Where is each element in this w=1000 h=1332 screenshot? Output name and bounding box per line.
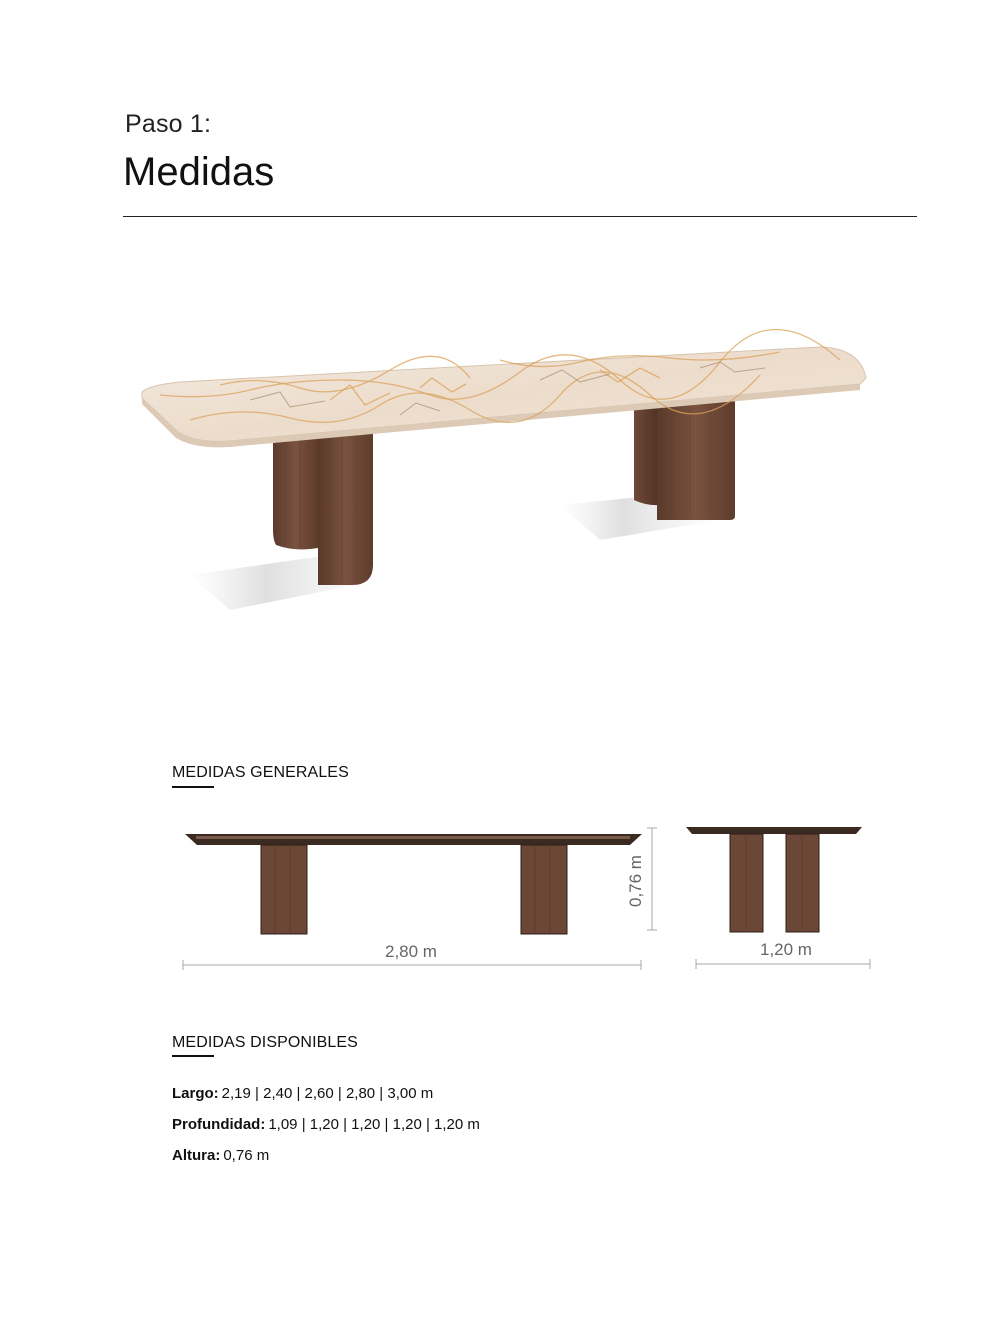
height-dimension-label: 0,76 m <box>626 855 645 907</box>
spec-row-largo <box>172 1085 433 1102</box>
spec-row-profundidad <box>172 1116 480 1133</box>
spec-label: Profundidad: <box>172 1116 266 1133</box>
spec-row-altura <box>172 1147 269 1164</box>
length-dimension-label: 2,80 m <box>385 942 437 961</box>
section-title-available: MEDIDAS DISPONIBLES <box>172 1034 358 1051</box>
depth-dimension-label: 1,20 m <box>760 940 812 959</box>
page-title: Medidas <box>123 150 275 194</box>
section-underline-available <box>172 1055 214 1057</box>
section-title-general: MEDIDAS GENERALES <box>172 764 349 781</box>
step-label: Paso 1: <box>125 110 212 138</box>
spec-label: Largo: <box>172 1085 219 1102</box>
spec-label: Altura: <box>172 1147 221 1164</box>
spec-value: 0,76 m <box>223 1147 270 1164</box>
spec-value: 1,09 | 1,20 | 1,20 | 1,20 | 1,20 m <box>268 1116 480 1133</box>
spec-value: 2,19 | 2,40 | 2,60 | 2,80 | 3,00 m <box>221 1085 434 1102</box>
section-underline-general <box>172 786 214 788</box>
title-divider <box>123 216 917 217</box>
